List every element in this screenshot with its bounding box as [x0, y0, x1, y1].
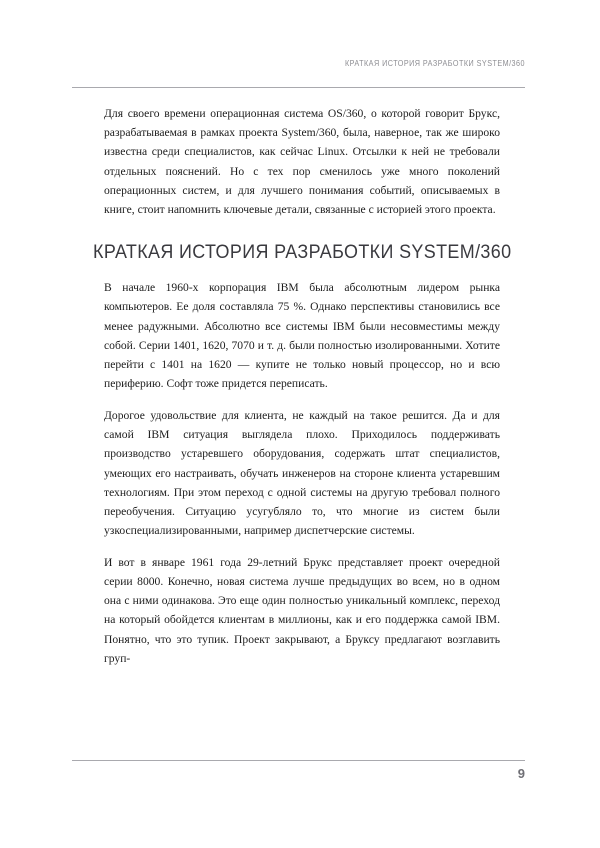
text-column	[93, 104, 512, 668]
page-number: 9	[517, 766, 525, 781]
body-paragraph-3: И вот в январе 1961 года 29-летний Брукс представляет проект очередной серии 8000. Конечно, новая система лучше предыдущих во всем, но в одном она с ними одинакова. Это еще один полностью уникальный комплекс, переход на который обойдется клиентам в миллионы, как и его поддержка самой IBM. Понятно, что это тупик. Проект закрывают, а Бруксу предлагают возглавить груп-	[104, 555, 500, 665]
body-paragraph-1: В начале 1960-х корпорация IBM была абсолютным лидером рынка компьютеров. Ее доля составляла 75 %. Однако перспективы становились все менее радужными. Абсолютно все системы IBM были несовместимы между собой. Серии 1401, 1620, 7070 и т. д. были полностью изолированными. Хотите перейти с 1401 на 1620 — купите не только новый процессор, но и всю периферию. Софт тоже придется переписать.	[104, 281, 500, 391]
body-paragraph-2: Дорогое удовольствие для клиента, не каждый на такое решится. Да и для самой IBM ситуация выглядела плохо. Приходилось поддерживать производство устаревшего оборудования, содержать штат специалистов, умеющих его настраивать, обучать инженеров на стороне клиента устаревшим технологиям. При этом переход с одной системы на другую требовал полного переобучения. Ситуацию усугубляло то, что многие из систем были узкоспециализированными, например диспетчерские системы.	[104, 408, 500, 538]
footer-rule	[72, 760, 525, 761]
header-rule	[72, 87, 525, 88]
section-heading: КРАТКАЯ ИСТОРИЯ РАЗРАБОТКИ SYSTEM/360	[93, 241, 512, 264]
intro-paragraph: Для своего времени операционная система OS/360, о которой говорит Брукс, разрабатываемая в рамках проекта System/360, была, наверное, так же широко известна среди специалистов, как сейчас Linux. Отсылки к ней не требовали отдельных пояснений. Но с тех пор сменилось уже много поколений операционных систем, и для лучшего понимания событий, описываемых в книге, стоит напомнить ключевые детали, связанные с историей этого проекта.	[104, 107, 500, 217]
running-head: КРАТКАЯ ИСТОРИЯ РАЗРАБОТКИ SYSTEM/360	[344, 58, 525, 68]
